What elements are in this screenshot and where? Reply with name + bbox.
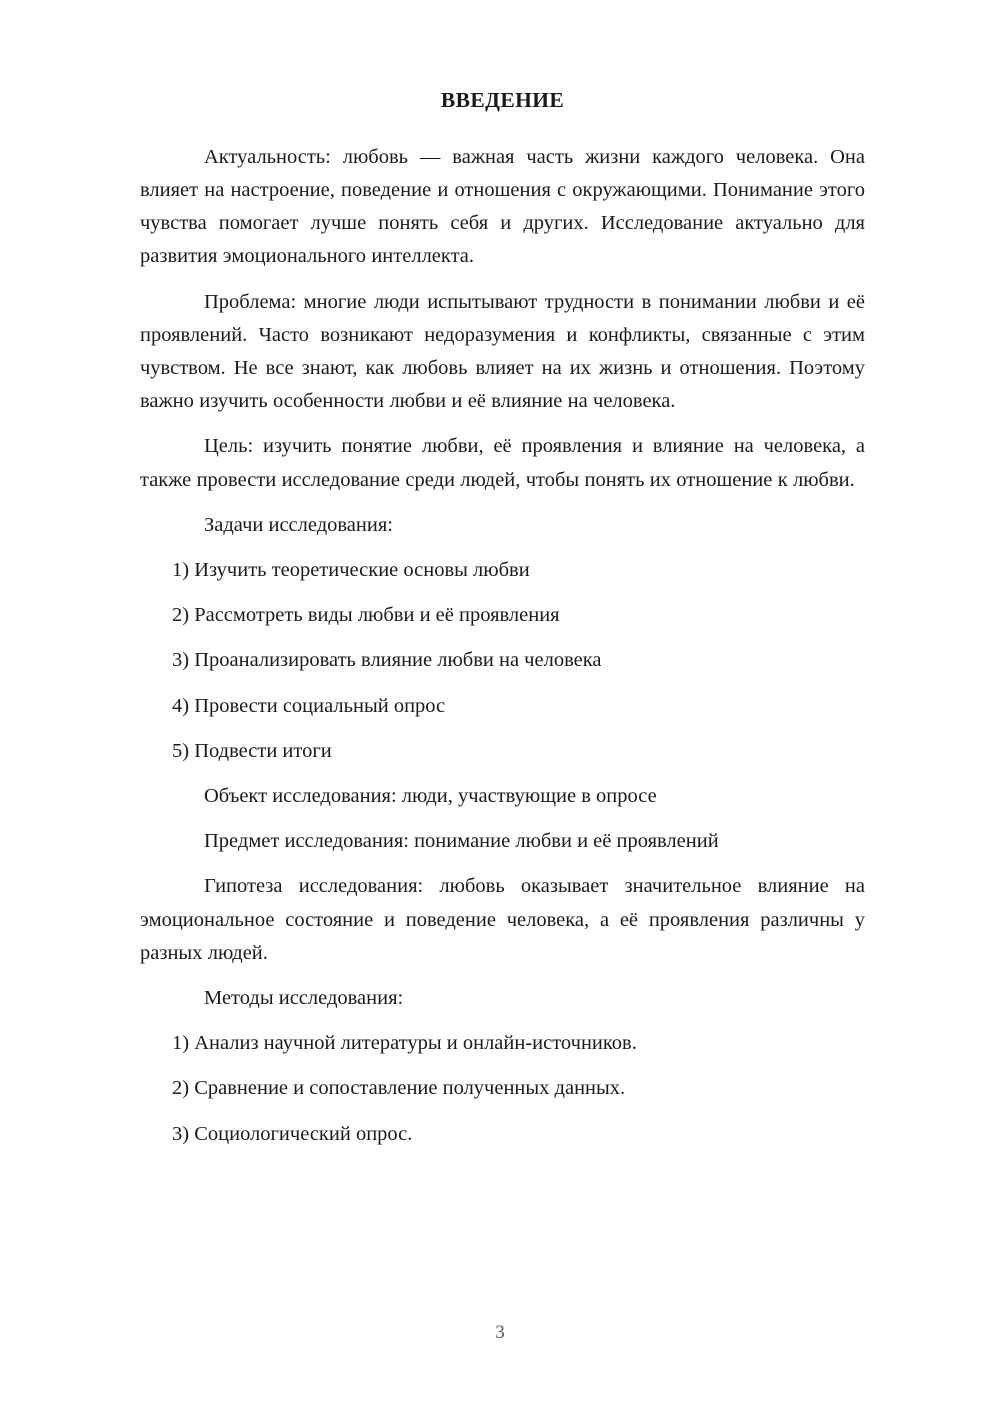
document-body (140, 88, 865, 1163)
paragraph-object: Объект исследования: люди, участвующие в опросе (204, 785, 657, 808)
tasks-heading: Задачи исследования: (204, 513, 393, 536)
list-item: 1) Изучить теоретические основы любви (172, 559, 530, 582)
list-item: 1) Анализ научной литературы и онлайн-источников. (172, 1032, 637, 1055)
paragraph-relevance: Актуальность: любовь — важная часть жизни каждого человека. Она влияет на настроение, поведение и отношения с окружающими. Понимание этого чувства помогает лучше понять себя и других. Исследование актуально для развития эмоционального интеллекта. (140, 145, 865, 268)
list-item: 4) Провести социальный опрос (172, 694, 446, 717)
list-item: 5) Подвести итоги (172, 739, 332, 762)
list-item: 3) Социологический опрос. (172, 1122, 413, 1145)
methods-heading: Методы исследования: (204, 987, 404, 1010)
methods-list (140, 1027, 865, 1151)
paragraph-problem: Проблема: многие люди испытывают трудности в понимании любви и её проявлений. Часто возникают недоразумения и конфликты, связанные с этим чувством. Не все знают, как любовь влияет на их жизнь и отношения. Поэтому важно изучить особенности любви и её влияние на человека. (140, 290, 865, 413)
tasks-list (140, 554, 865, 768)
list-item: 2) Сравнение и сопоставление полученных данных. (172, 1077, 626, 1100)
page-number: 3 (495, 1322, 505, 1343)
list-item: 2) Рассмотреть виды любви и её проявления (172, 604, 560, 627)
list-item: 3) Проанализировать влияние любви на человека (172, 649, 602, 672)
paragraph-subject: Предмет исследования: понимание любви и её проявлений (204, 830, 719, 853)
paragraph-goal: Цель: изучить понятие любви, её проявления и влияние на человека, а также провести исследование среди людей, чтобы понять их отношение к любви. (140, 435, 865, 491)
page-title: ВВЕДЕНИЕ (440, 88, 565, 112)
paragraph-hypothesis: Гипотеза исследования: любовь оказывает значительное влияние на эмоциональное состояние и поведение человека, а её проявления различны у разных людей. (140, 875, 865, 964)
